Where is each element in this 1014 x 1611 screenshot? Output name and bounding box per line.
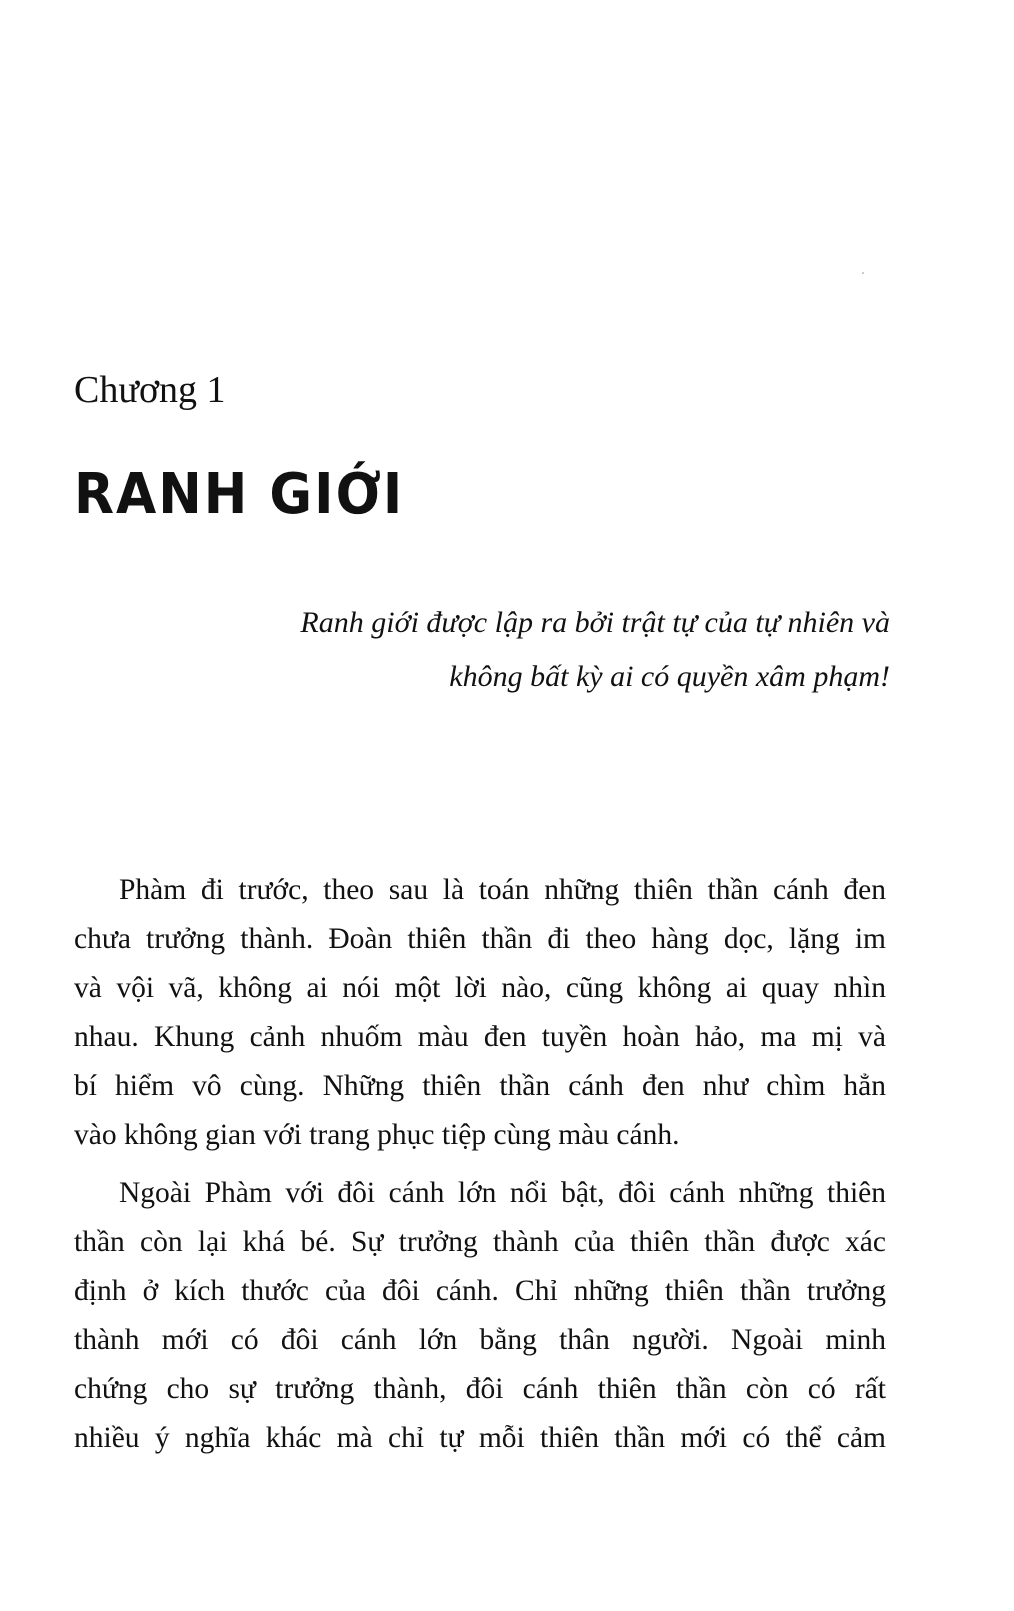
text-line: nhiều ý nghĩa khác mà chỉ tự mỗi thiên thần mới có thể cảm <box>74 1422 886 1454</box>
scan-speck <box>862 272 864 274</box>
text-line: định ở kích thước của đôi cánh. Chỉ những thiên thần trưởng <box>74 1275 886 1307</box>
text-line: chứng cho sự trưởng thành, đôi cánh thiên thần còn có rất <box>74 1373 886 1405</box>
text-line: nhau. Khung cảnh nhuốm màu đen tuyền hoàn hảo, ma mị và <box>74 1021 886 1053</box>
text-line: và vội vã, không ai nói một lời nào, cũng không ai quay nhìn <box>74 972 886 1004</box>
text-line: bí hiểm vô cùng. Những thiên thần cánh đen như chìm hẳn <box>74 1070 886 1102</box>
chapter-title: RANH GIỚI <box>74 462 405 527</box>
text-line: Ngoài Phàm với đôi cánh lớn nổi bật, đôi cánh những thiên <box>119 1177 886 1209</box>
paragraph <box>74 866 886 1160</box>
text-line: thành mới có đôi cánh lớn bằng thân người. Ngoài minh <box>74 1324 886 1356</box>
epigraph-line: không bất kỳ ai có quyền xâm phạm! <box>449 660 890 693</box>
text-line: chưa trưởng thành. Đoàn thiên thần đi theo hàng dọc, lặng im <box>74 923 886 955</box>
body-text <box>74 866 886 1472</box>
text-line: Phàm đi trước, theo sau là toán những thiên thần cánh đen <box>119 874 886 906</box>
chapter-label: Chương 1 <box>74 369 226 411</box>
text-line: vào không gian với trang phục tiệp cùng màu cánh. <box>74 1119 680 1151</box>
paragraph <box>74 1169 886 1463</box>
epigraph-line: Ranh giới được lập ra bởi trật tự của tự nhiên và <box>300 606 890 639</box>
text-line: thần còn lại khá bé. Sự trưởng thành của thiên thần được xác <box>74 1226 886 1258</box>
epigraph <box>210 596 890 704</box>
